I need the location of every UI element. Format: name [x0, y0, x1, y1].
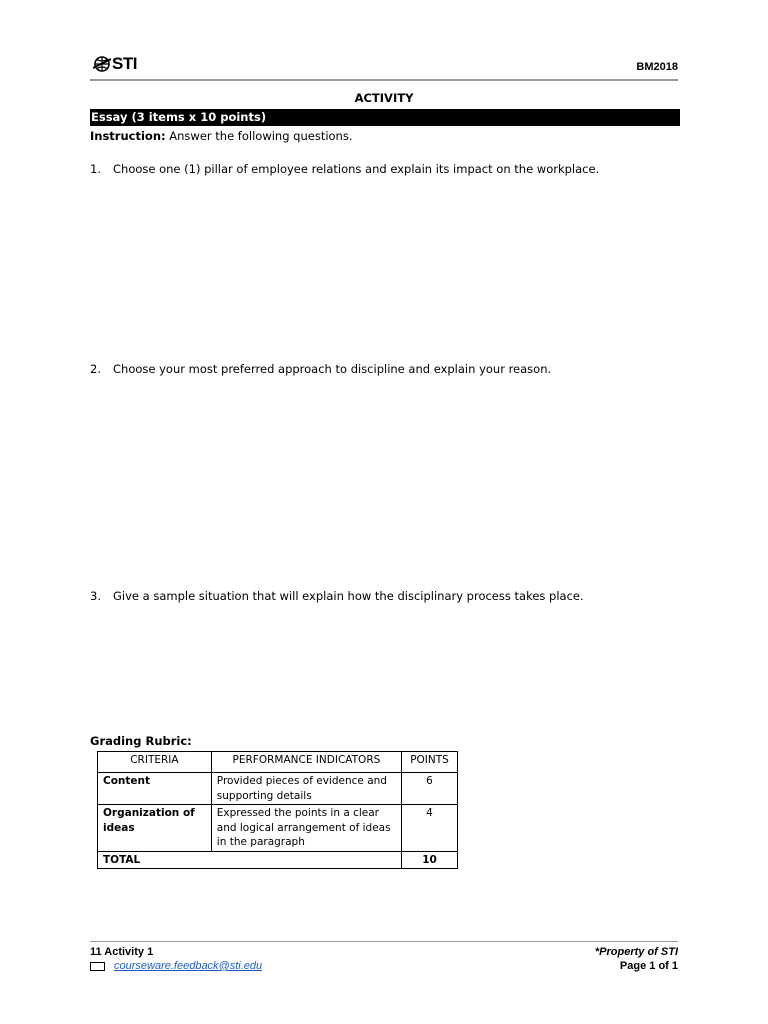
question-3	[90, 589, 584, 603]
points-cell: 6	[402, 773, 458, 805]
question-1	[90, 162, 599, 176]
question-2	[90, 362, 551, 376]
section-heading: Essay (3 items x 10 points)	[90, 109, 680, 126]
column-header: PERFORMANCE INDICATORS	[211, 752, 401, 773]
logo-text: STI	[112, 54, 137, 73]
table-row	[98, 805, 458, 852]
table-header-row	[98, 752, 458, 773]
indicator-cell: Expressed the points in a clear and logical arrangement of ideas in the paragraph	[211, 805, 401, 852]
question-number: 2.	[90, 362, 101, 376]
instruction-text: Answer the following questions.	[165, 129, 353, 143]
table-row	[98, 773, 458, 805]
mail-icon	[90, 962, 105, 971]
question-text: Give a sample situation that will explain how the disciplinary process takes place.	[113, 589, 584, 603]
header-divider	[90, 79, 678, 81]
course-code: BM2018	[636, 61, 678, 73]
rubric-heading: Grading Rubric:	[90, 734, 192, 748]
sti-logo	[93, 54, 137, 74]
feedback-email-link[interactable]: courseware.feedback@sti.edu	[114, 960, 263, 972]
indicator-cell: Provided pieces of evidence and supporting details	[211, 773, 401, 805]
footer-activity-label: 11 Activity 1	[90, 946, 154, 958]
total-label: TOTAL	[98, 851, 402, 869]
globe-icon	[93, 56, 111, 72]
grading-rubric-table	[97, 751, 458, 869]
page-title: ACTIVITY	[354, 91, 414, 105]
instruction-label: Instruction:	[90, 129, 166, 143]
criteria-cell: Content	[98, 773, 212, 805]
footer-divider	[90, 941, 678, 942]
total-row	[98, 851, 458, 869]
footer-property: *Property of STI	[594, 946, 678, 958]
total-points: 10	[402, 851, 458, 869]
column-header: CRITERIA	[98, 752, 212, 773]
question-text: Choose one (1) pillar of employee relations and explain its impact on the workplace.	[113, 162, 600, 176]
page-number: Page 1 of 1	[619, 960, 678, 972]
question-number: 1.	[90, 162, 101, 176]
footer-email-row	[90, 960, 262, 972]
question-text: Choose your most preferred approach to discipline and explain your reason.	[113, 362, 552, 376]
question-number: 3.	[90, 589, 101, 603]
instruction	[90, 129, 353, 143]
column-header: POINTS	[402, 752, 458, 773]
points-cell: 4	[402, 805, 458, 852]
criteria-cell: Organization of ideas	[98, 805, 212, 852]
